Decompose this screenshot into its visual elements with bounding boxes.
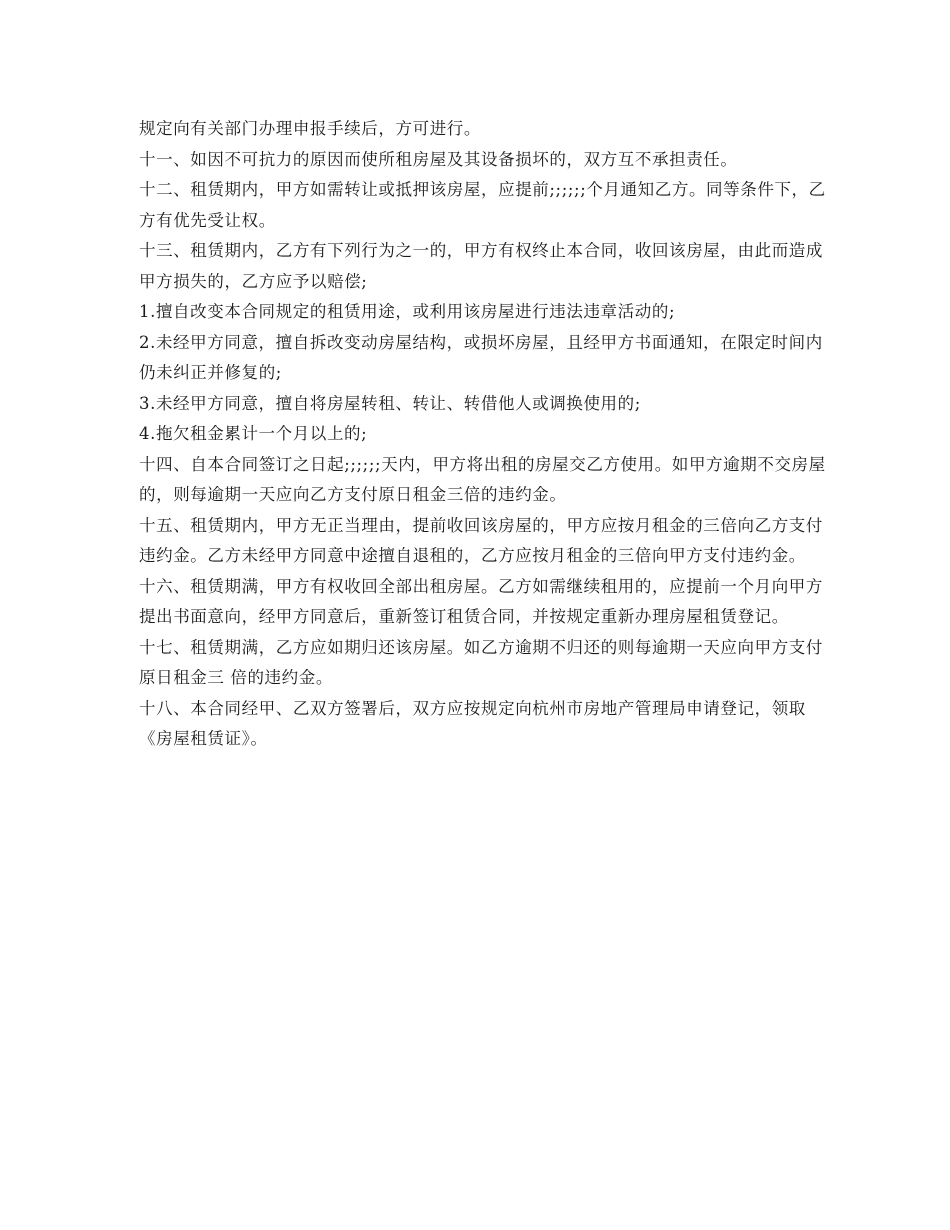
clause-14: 十四、自本合同签订之日起;;;;;;天内，甲方将出租的房屋交乙方使用。如甲方逾期不交房屋的，则每逾期一天应向乙方支付原日租金三倍的违约金。 — [139, 454, 826, 504]
clause-13-item-3: 3.未经甲方同意，擅自将房屋转租、转让、转借他人或调换使用的; — [139, 393, 641, 413]
clause-11: 十一、如因不可抗力的原因而使所租房屋及其设备损坏的，双方互不承担责任。 — [139, 149, 738, 169]
clause-15: 十五、租赁期内，甲方无正当理由，提前收回该房屋的，甲方应按月租金的三倍向乙方支付违约金。乙方未经甲方同意中途擅自退租的，乙方应按月租金的三倍向甲方支付违约金。 — [139, 515, 823, 565]
clause-13-item-2: 2.未经甲方同意，擅自拆改变动房屋结构，或损坏房屋，且经甲方书面通知，在限定时间内仍未纠正并修复的; — [139, 332, 823, 382]
clause-17: 十七、租赁期满，乙方应如期归还该房屋。如乙方逾期不归还的则每逾期一天应向甲方支付原日租金三 倍的违约金。 — [139, 637, 823, 687]
paragraph-continuation: 规定向有关部门办理申报手续后，方可进行。 — [139, 119, 481, 138]
document-body — [139, 114, 829, 755]
clause-13-item-4: 4.拖欠租金累计一个月以上的; — [139, 424, 368, 443]
clause-16: 十六、租赁期满，甲方有权收回全部出租房屋。乙方如需继续租用的，应提前一个月向甲方提出书面意向，经甲方同意后，重新签订租赁合同，并按规定重新办理房屋租赁登记。 — [139, 576, 823, 626]
clause-13-item-1: 1.擅自改变本合同规定的租赁用途，或利用该房屋进行违法违章活动的; — [139, 302, 676, 321]
clause-13: 十三、租赁期内，乙方有下列行为之一的，甲方有权终止本合同，收回该房屋，由此而造成甲方损失的，乙方应予以赔偿; — [139, 241, 823, 291]
clause-12: 十二、租赁期内，甲方如需转让或抵押该房屋，应提前;;;;;;个月通知乙方。同等条件下，乙方有优先受让权。 — [139, 180, 826, 230]
clause-18: 十八、本合同经甲、乙双方签署后，双方应按规定向杭州市房地产管理局申请登记，领取《房屋租赁证》。 — [139, 698, 806, 748]
